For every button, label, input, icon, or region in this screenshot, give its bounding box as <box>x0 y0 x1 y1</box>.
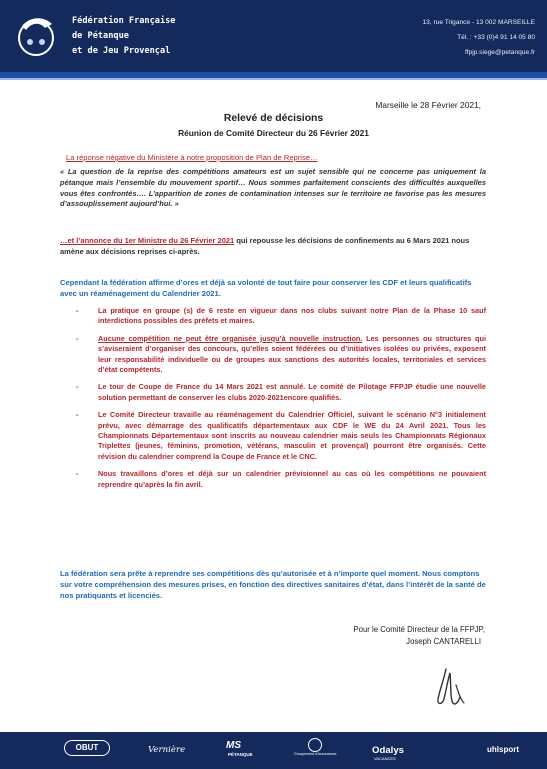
decision-item <box>66 334 486 376</box>
document-date: Marseille le 28 Février 2021, <box>375 100 481 110</box>
sponsor-obut-logo: OBUT <box>64 740 110 756</box>
federation-intro: Cependant la fédération affirme d’ores et déjà sa volonté de tout faire pour conserver les CDF et leurs qualificatifs avec un réaménagement du Calendrier 2021. <box>60 278 472 298</box>
contact-phone: Tél. : +33 (0)4 91 14 05 80 <box>457 34 535 41</box>
decision-text: Les personnes ou structures qui s’aviseraient d’organiser des concours, qu’elles soient fédérées ou d’initiatives isolées ou privées, exposent leur responsabilité individuelle ou de groupes aux sanctions des autorités locales, territoriales et services d’état compétents. <box>98 333 486 375</box>
document-subtitle: Réunion de Comité Directeur du 26 Février 2021 <box>178 128 369 138</box>
decision-text: Le tour de Coupe de France du 14 Mars 2021 est annulé. Le comité de Pilotage FFPJP étudie une nouvelle solution permettant de conserver les clubs 2020-2021encore qualifiés. <box>98 382 486 402</box>
bullet-dash: - <box>76 306 79 315</box>
sponsor-ms-subtitle: PÉTANQUE <box>228 752 253 757</box>
contact-address: 13, rue Trigance - 13 002 MARSEILLE <box>422 19 535 26</box>
federation-name-line3: et de Jeu Provençal <box>72 46 171 56</box>
sponsor-odalys-logo: Odalys <box>372 745 404 756</box>
decision-item <box>66 382 486 403</box>
decision-item <box>66 469 486 490</box>
header-stripe <box>0 78 547 80</box>
sponsor-ms-logo: MS <box>226 740 241 751</box>
signatory-title: Pour le Comité Directeur de la FFPJP, <box>353 625 485 634</box>
bullet-dash: - <box>76 410 79 420</box>
contact-block <box>422 15 535 60</box>
sponsor-odalys-subtitle: VACANCES <box>374 756 396 761</box>
announcement-link: …et l’annonce du 1er Ministre du 26 Février 2021 <box>60 236 235 245</box>
federation-name <box>72 14 175 59</box>
decision-text-underlined: Aucune compétition ne peut être organisée jusqu’à nouvelle instruction. <box>98 333 363 343</box>
federation-logo-icon <box>12 12 60 60</box>
bullet-dash: - <box>76 469 79 479</box>
announcement-rest: qui repousse les décisions de confinements au 6 Mars 2021 nous amène aux décisions reprises ci-après. <box>60 236 470 256</box>
decision-text: Nous travaillons d’ores et déjà sur un calendrier prévisionnel au cas où les compétitions ne pouvaient reprendre qu’après la fin avril. <box>98 469 486 489</box>
ministry-quote: « La question de la reprise des compétitions amateurs est un sujet sensible qui ne concerne pas uniquement la pétanque mais l’ensemble du mouvement sportif… Nous sommes parfaitement conscients des difficultés auxquelles vous êtes confrontés…. L’apparition de zones de contamination intenses sur le territoire ne favorise pas les mesures d’assouplissement aujourd’hui. » <box>60 167 486 209</box>
federation-name-line2: de Pétanque <box>72 31 129 41</box>
sponsor-verniere-logo: Vernière <box>148 745 186 755</box>
decision-item <box>66 306 486 327</box>
decision-item <box>66 410 486 462</box>
letterhead-banner <box>0 0 547 72</box>
prime-minister-announcement <box>60 236 486 258</box>
decision-text: Le Comité Directeur travaille au réaménagement du Calendrier Officiel, suivant le scénario N°3 initialement prévu, avec démarrage des qualificatifs départementaux aux CDF le WE du 24 Avril 2021. Tous les Championnats Départementaux sont inscrits au nouveau calendrier mais seuls les Championnats Régionaux Triplettes (jeunes, féminins, promotion, vétérans, masculin et provençal) pourront être organisés. Cette révision du calendrier comprend la Coupe de France et le CNC. <box>98 410 486 461</box>
handwritten-signature-icon <box>426 665 476 711</box>
sponsor-insurance-subtitle: Groupement d'Assurances <box>294 752 337 756</box>
closing-paragraph: La fédération sera prête à reprendre ses compétitions dès qu’autorisée et à n’importe quel moment. Nous comptons sur votre compréhension des mesures prises, en fonction des directives sanitaires d’état, dans l’intérêt de la santé de nos pratiquants et licenciés. <box>60 569 486 600</box>
bullet-dash: - <box>76 382 79 392</box>
contact-email: ffpjp.siege@petanque.fr <box>465 49 535 56</box>
ministry-negative-answer: La réponse négative du Ministère à notre proposition de Plan de Reprise… <box>66 153 318 162</box>
sponsor-insurance-logo-icon <box>308 738 322 752</box>
decision-list <box>66 306 486 490</box>
signatory-name: Joseph CANTARELLI <box>406 637 481 646</box>
document-title: Relevé de décisions <box>223 113 324 124</box>
sponsor-uhlsport-logo: uhlsport <box>487 745 519 754</box>
federation-name-line1: Fédération Française <box>72 16 176 26</box>
bullet-dash: - <box>76 333 79 343</box>
decision-text: La pratique en groupe (s) de 6 reste en vigueur dans nos clubs suivant notre Plan de la Phase 10 sauf interdictions possibles des préfets et maires. <box>98 306 486 326</box>
